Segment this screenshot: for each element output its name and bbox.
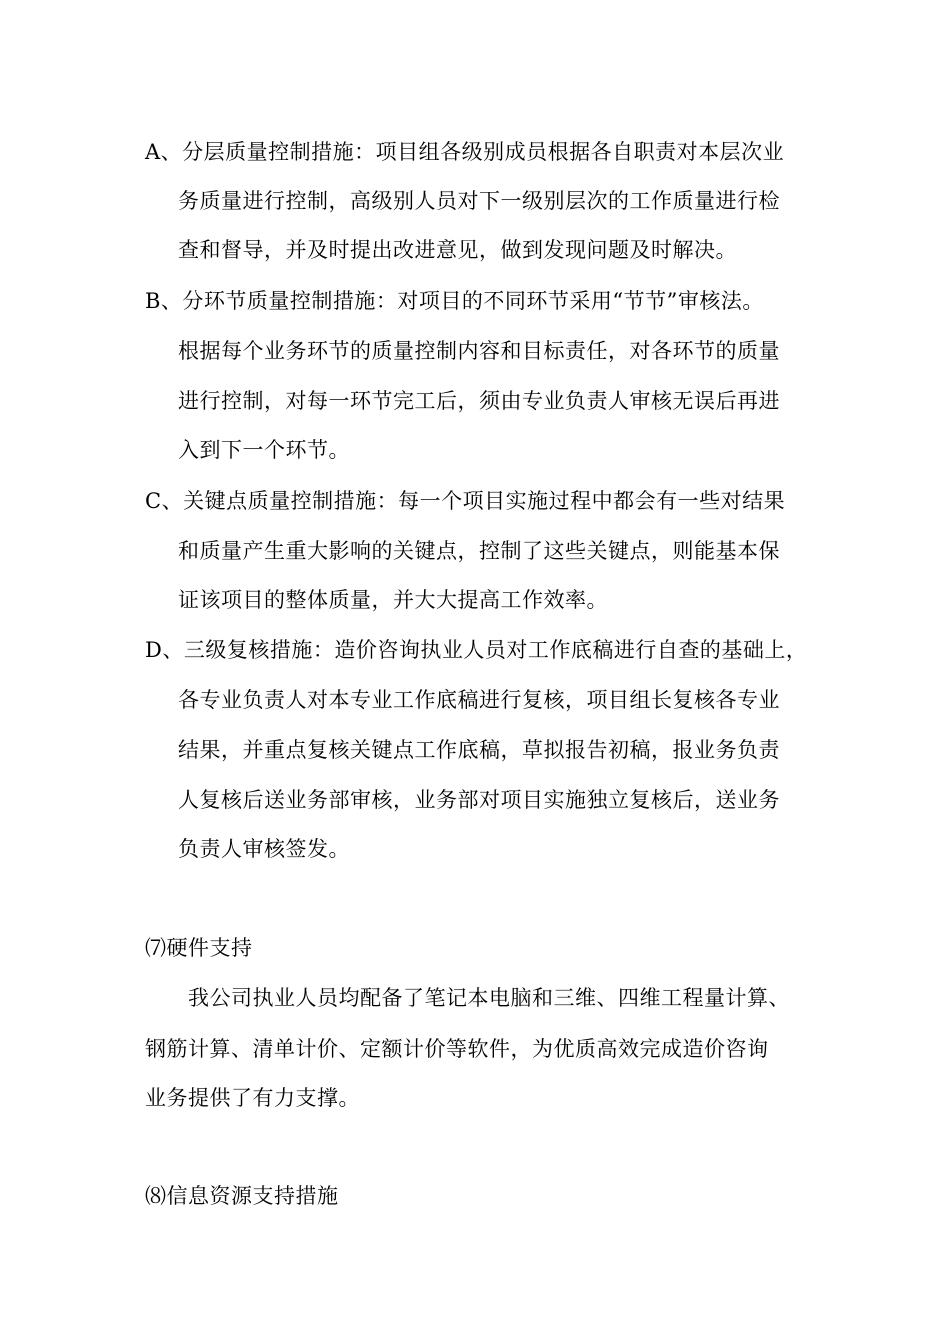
measure-d-line-4: 人复核后送业务部审核，业务部对项目实施独立复核后，送业务 (178, 788, 780, 812)
measure-b-line-3: 进行控制，对每一环节完工后，须由专业负责人审核无误后再进 (178, 389, 780, 413)
measure-b-line-2: 根据每个业务环节的质量控制内容和目标责任，对各环节的质量 (178, 339, 780, 363)
measure-d-line-2: 各专业负责人对本专业工作底稿进行复核，项目组长复核各专业 (178, 688, 780, 712)
measure-a-line-3: 查和督导，并及时提出改进意见，做到发现问题及时解决。 (178, 238, 737, 262)
measure-c-line-3: 证该项目的整体质量，并大大提高工作效率。 (178, 588, 608, 612)
measure-d-line-3: 结果，并重点复核关键点工作底稿，草拟报告初稿，报业务负责 (178, 738, 780, 762)
section-7-line-2: 钢筋计算、清单计价、定额计价等软件，为优质高效完成造价咨询 (145, 1037, 769, 1061)
measure-b-line-4: 入到下一个环节。 (178, 438, 350, 462)
section-8-heading: ⑻信息资源支持措施 (145, 1184, 339, 1208)
measure-c-line-1: C、关键点质量控制措施：每一个项目实施过程中都会有一些对结果 (145, 489, 786, 513)
measure-d-line-5: 负责人审核签发。 (178, 837, 350, 861)
measure-d-line-1: D、三级复核措施：造价咨询执业人员对工作底稿进行自查的基础上， (145, 638, 808, 662)
section-7-line-1: 我公司执业人员均配备了笔记本电脑和三维、四维工程量计算、 (188, 986, 790, 1010)
measure-b-line-1: B、分环节质量控制措施：对项目的不同环节采用“节节”审核法。 (145, 289, 764, 313)
section-7-line-3: 业务提供了有力支撑。 (145, 1086, 360, 1110)
measure-c-line-2: 和质量产生重大影响的关键点，控制了这些关键点，则能基本保 (178, 539, 780, 563)
section-7-heading: ⑺硬件支持 (145, 936, 253, 960)
measure-a-line-1: A、分层质量控制措施：项目组各级别成员根据各自职责对本层次业 (145, 140, 785, 164)
measure-a-line-2: 务质量进行控制，高级别人员对下一级别层次的工作质量进行检 (178, 189, 780, 213)
